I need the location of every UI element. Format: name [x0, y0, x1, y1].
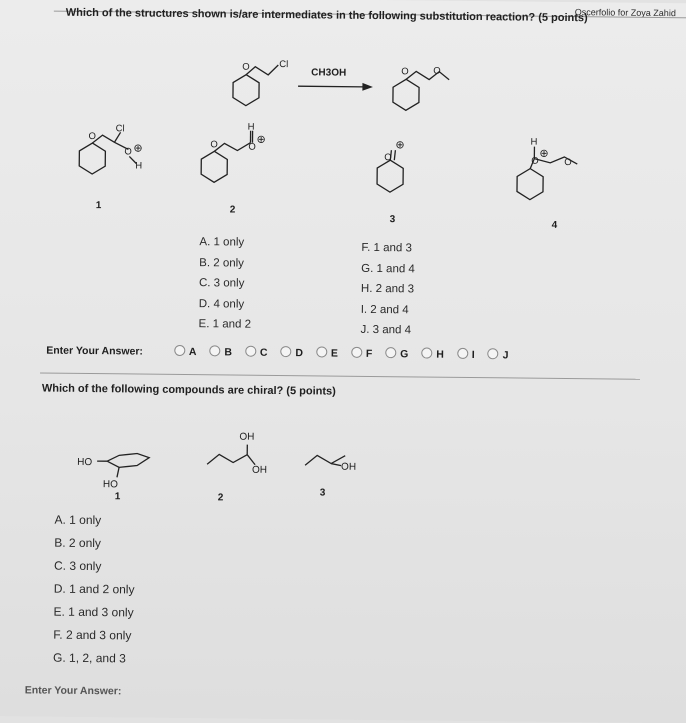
s2-o2: O — [248, 142, 256, 153]
q2-choices — [53, 509, 135, 671]
q2-choice-B: B. 2 only — [54, 532, 135, 556]
option-J[interactable]: J — [488, 348, 509, 361]
watermark: Oscerfolio for Zoya Zahid — [575, 7, 676, 18]
s1-plus: ⊕ — [133, 142, 142, 154]
option-E[interactable]: E — [316, 346, 338, 359]
choice-F: F. 1 and 3 — [361, 238, 415, 259]
choice-C: C. 3 only — [199, 273, 252, 294]
c3-oh: OH — [341, 462, 356, 473]
compound-1-ring — [107, 453, 149, 467]
s4-h: H — [530, 137, 537, 148]
q2-choice-F: F. 2 and 3 only — [53, 624, 134, 648]
q2-choice-G: G. 1, 2, and 3 — [53, 647, 134, 671]
label-2: 2 — [230, 204, 236, 215]
choice-J: J. 3 and 4 — [360, 320, 414, 341]
compound-2-chain — [207, 454, 247, 464]
s3-o: O — [384, 152, 392, 163]
option-F[interactable]: F — [351, 347, 373, 360]
s1-o2: O — [124, 146, 132, 157]
option-A[interactable]: A — [174, 345, 197, 358]
s1-o: O — [88, 131, 96, 142]
reagent-label: CH3OH — [311, 67, 346, 78]
q2-enter-answer-cutoff: Enter Your Answer: — [25, 684, 122, 697]
question-1-title: Which of the structures shown is/are intermediates in the following substitution reaction? (5 points) — [66, 7, 588, 24]
choice-E: E. 1 and 2 — [198, 314, 251, 335]
c2-oh2: OH — [252, 465, 267, 476]
s4-o: O — [531, 156, 539, 167]
s2-plus: ⊕ — [256, 134, 265, 146]
c1-ho1: HO — [77, 457, 92, 468]
option-B[interactable]: B — [209, 345, 232, 358]
s2-h: H — [248, 122, 255, 133]
option-H[interactable]: H — [421, 347, 444, 360]
choice-A: A. 1 only — [199, 232, 252, 253]
s4-o2: O — [564, 157, 572, 168]
question-2-title: Which of the following compounds are chiral? (5 points) — [42, 383, 336, 398]
choice-I: I. 2 and 4 — [361, 299, 415, 320]
c2-oh1: OH — [239, 432, 254, 443]
option-C[interactable]: C — [245, 346, 268, 359]
choice-D: D. 4 only — [199, 294, 252, 315]
option-D[interactable]: D — [280, 346, 303, 359]
q2-choice-E: E. 1 and 3 only — [53, 601, 134, 625]
reactant-o: O — [242, 62, 250, 73]
choice-H: H. 2 and 3 — [361, 279, 415, 300]
choice-G: G. 1 and 4 — [361, 258, 415, 279]
choice-B: B. 2 only — [199, 253, 252, 274]
s4-plus: ⊕ — [539, 148, 548, 160]
s3-plus: ⊕ — [395, 139, 404, 151]
c-label-3: 3 — [320, 487, 326, 498]
product-o1: O — [401, 66, 409, 77]
c-label-1: 1 — [115, 491, 121, 502]
c1-ho2: HO — [103, 479, 118, 490]
q2-choice-C: C. 3 only — [54, 555, 135, 579]
compound-3-chain — [305, 455, 345, 465]
product-o2: O — [433, 66, 441, 77]
reactant-cl: Cl — [279, 59, 288, 70]
label-3: 3 — [390, 214, 396, 225]
s1-cl: Cl — [116, 123, 125, 134]
label-1: 1 — [96, 200, 102, 211]
label-4: 4 — [552, 220, 558, 231]
c-label-2: 2 — [218, 492, 224, 503]
option-G[interactable]: G — [385, 347, 408, 360]
s1-h: H — [135, 160, 142, 171]
q2-choice-A: A. 1 only — [54, 509, 135, 533]
enter-answer-label: Enter Your Answer: — [46, 345, 143, 358]
option-I[interactable]: I — [457, 348, 475, 361]
q2-choice-D: D. 1 and 2 only — [54, 578, 135, 602]
s2-o: O — [210, 139, 218, 150]
